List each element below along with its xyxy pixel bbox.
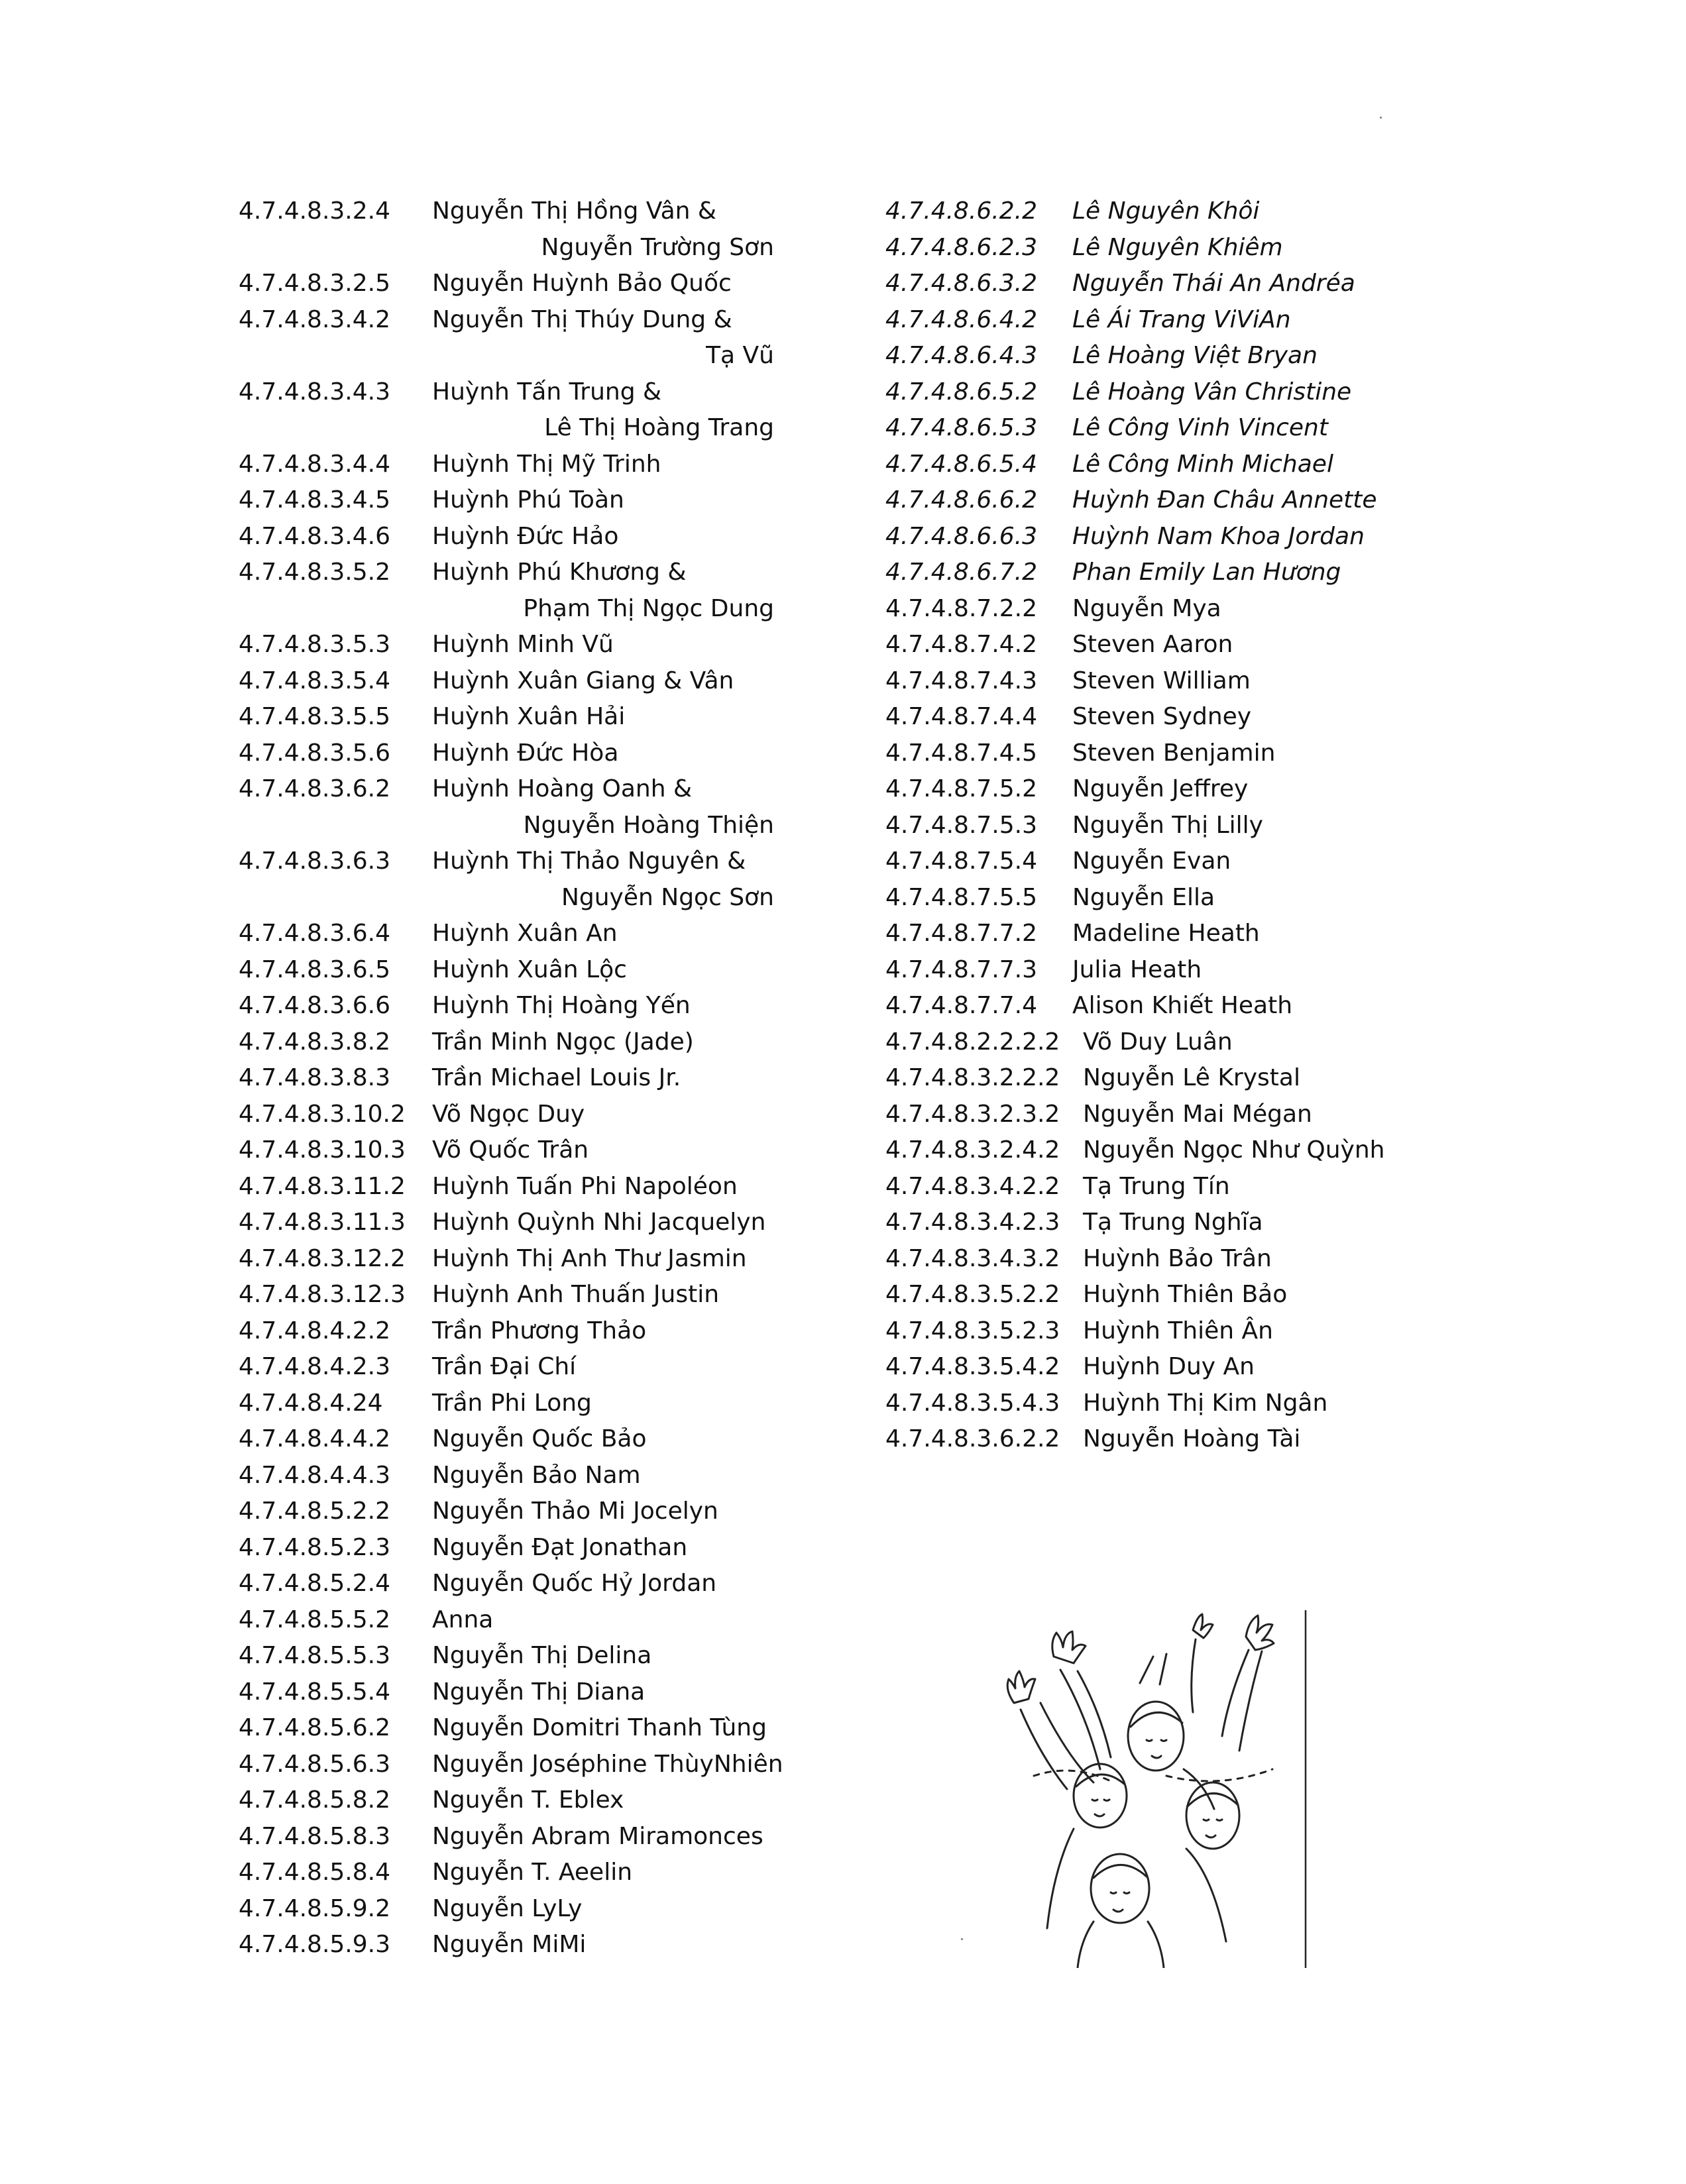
entry-row — [239, 627, 835, 663]
entry-row — [239, 1024, 835, 1061]
entry-number: 4.7.4.8.3.5.4.3 — [885, 1389, 1060, 1417]
entry-number: 4.7.4.8.5.2.2 — [239, 1498, 390, 1525]
scan-speck — [1380, 117, 1382, 119]
entry-name: Huỳnh Phú Toàn — [432, 486, 624, 514]
entry-name: Huỳnh Đức Hòa — [432, 739, 619, 767]
entry-number: 4.7.4.8.3.2.4.2 — [885, 1136, 1060, 1164]
entry-row — [239, 1132, 835, 1169]
entry-row — [239, 1386, 835, 1422]
entry-name: Huỳnh Xuân An — [432, 920, 618, 947]
entry-row — [885, 374, 1495, 411]
entry-name: Lê Nguyên Khiêm — [1072, 233, 1283, 261]
entry-name: Tạ Vũ — [706, 342, 774, 369]
entry-number: 4.7.4.8.3.4.2 — [239, 305, 390, 333]
entry-row — [239, 1277, 835, 1313]
entry-number: 4.7.4.8.4.2.2 — [239, 1317, 390, 1344]
entry-number: 4.7.4.8.3.2.5 — [239, 270, 390, 297]
entry-number: 4.7.4.8.3.12.3 — [239, 1281, 406, 1308]
entry-name: Huỳnh Hoàng Oanh & — [432, 775, 693, 802]
entry-number: 4.7.4.8.7.4.2 — [885, 631, 1037, 658]
entry-name: Nguyễn T. Aeelin — [432, 1859, 633, 1886]
entry-name: Huỳnh Xuân Giang & Vân — [432, 667, 734, 694]
entry-row — [885, 519, 1495, 555]
entry-row — [885, 1097, 1495, 1133]
entry-name: Lê Công Vinh Vincent — [1072, 414, 1328, 441]
left-column — [239, 193, 835, 1963]
entry-number: 4.7.4.8.3.10.3 — [239, 1136, 406, 1164]
entry-name: Nguyễn Mai Mégan — [1083, 1100, 1312, 1128]
entry-name: Nguyễn Lê Krystal — [1083, 1064, 1300, 1091]
entry-row — [239, 519, 835, 555]
entry-number: 4.7.4.8.3.5.4.2 — [885, 1353, 1060, 1380]
entry-number: 4.7.4.8.6.4.2 — [885, 305, 1037, 333]
entry-number: 4.7.4.8.7.2.2 — [885, 594, 1037, 622]
entry-row — [239, 1205, 835, 1241]
entry-number: 4.7.4.8.3.6.3 — [239, 847, 390, 875]
entry-row — [239, 1494, 835, 1530]
entry-row — [239, 808, 774, 844]
entry-row — [239, 591, 774, 628]
entry-number: 4.7.4.8.3.5.2 — [239, 559, 390, 586]
entry-number: 4.7.4.8.4.4.3 — [239, 1461, 390, 1489]
entry-name: Nguyễn Thái An Andréa — [1072, 270, 1355, 297]
entry-name: Nguyễn Evan — [1072, 847, 1231, 875]
entry-row — [885, 410, 1495, 447]
entry-name: Lê Hoàng Vân Christine — [1072, 378, 1352, 406]
entry-number: 4.7.4.8.5.5.3 — [239, 1642, 390, 1669]
entry-name: Huỳnh Thị Hoàng Yến — [432, 992, 691, 1019]
entry-row — [239, 1530, 835, 1566]
entry-number: 4.7.4.8.5.9.3 — [239, 1931, 390, 1958]
entry-number: 4.7.4.8.6.4.3 — [885, 342, 1037, 369]
entry-number: 4.7.4.8.5.8.2 — [239, 1786, 390, 1814]
entry-row — [239, 1097, 835, 1133]
entry-number: 4.7.4.8.3.6.6 — [239, 992, 390, 1019]
entry-row — [239, 482, 835, 519]
entry-number: 4.7.4.8.6.2.3 — [885, 233, 1037, 261]
entry-name: Steven Benjamin — [1072, 739, 1276, 767]
entry-name: Nguyễn Joséphine ThùyNhiên — [432, 1750, 783, 1778]
entry-name: Nguyễn Mya — [1072, 594, 1221, 622]
entry-number: 4.7.4.8.4.4.2 — [239, 1425, 390, 1452]
entry-number: 4.7.4.8.3.4.2.2 — [885, 1172, 1060, 1200]
entry-number: 4.7.4.8.3.4.4 — [239, 450, 390, 478]
entry-number: 4.7.4.8.3.5.2.2 — [885, 1281, 1060, 1308]
entry-number: 4.7.4.8.3.8.2 — [239, 1028, 390, 1056]
entry-row — [239, 1891, 835, 1928]
entry-number: 4.7.4.8.3.6.2 — [239, 775, 390, 802]
entry-number: 4.7.4.8.3.12.2 — [239, 1244, 406, 1272]
entry-number: 4.7.4.8.3.5.4 — [239, 667, 390, 694]
scan-speck — [961, 1938, 963, 1940]
entry-row — [239, 266, 835, 302]
entry-row — [239, 1747, 835, 1783]
entry-row — [239, 1169, 835, 1205]
entry-number: 4.7.4.8.7.7.3 — [885, 956, 1037, 983]
entry-name: Huỳnh Thị Mỹ Trinh — [432, 450, 661, 478]
entry-row — [239, 771, 835, 808]
entry-number: 4.7.4.8.7.4.4 — [885, 703, 1037, 730]
entry-name: Trần Michael Louis Jr. — [432, 1064, 681, 1091]
entry-number: 4.7.4.8.3.5.3 — [239, 631, 390, 658]
entry-row — [239, 1855, 835, 1891]
entry-name: Huỳnh Thiên Bảo — [1083, 1281, 1288, 1308]
entry-name: Trần Đại Chí — [432, 1353, 577, 1380]
entry-row — [885, 988, 1495, 1024]
entry-name: Huỳnh Tuấn Phi Napoléon — [432, 1172, 738, 1200]
entry-row — [885, 1386, 1495, 1422]
entry-number: 4.7.4.8.6.5.4 — [885, 450, 1037, 478]
entry-row — [239, 1313, 835, 1350]
entry-name: Trần Phi Long — [432, 1389, 592, 1417]
entry-number: 4.7.4.8.3.4.6 — [239, 522, 390, 550]
entry-row — [239, 916, 835, 952]
entry-name: Huỳnh Đức Hảo — [432, 522, 619, 550]
entry-row — [239, 1782, 835, 1819]
entry-row — [239, 1458, 835, 1494]
entry-number: 4.7.4.8.5.5.2 — [239, 1606, 390, 1633]
entry-name: Huỳnh Bảo Trân — [1083, 1244, 1272, 1272]
entry-name: Lê Ái Trang ViViAn — [1072, 305, 1291, 333]
entry-row — [885, 880, 1495, 916]
entry-row — [885, 1349, 1495, 1386]
entry-name: Huỳnh Phú Khương & — [432, 559, 687, 586]
entry-number: 4.7.4.8.3.2.2.2 — [885, 1064, 1060, 1091]
entry-name: Nguyễn Trường Sơn — [541, 233, 774, 261]
entry-name: Phạm Thị Ngọc Dung — [523, 594, 774, 622]
entry-number: 4.7.4.8.3.4.3 — [239, 378, 390, 406]
entry-row — [239, 1927, 835, 1963]
entry-name: Nguyễn Thị Lilly — [1072, 811, 1263, 839]
entry-row — [885, 1205, 1495, 1241]
entry-name: Nguyễn Thị Diana — [432, 1678, 646, 1706]
entry-name: Huỳnh Thiên Ân — [1083, 1317, 1273, 1344]
entry-number: 4.7.4.8.6.5.2 — [885, 378, 1037, 406]
entry-row — [239, 230, 774, 266]
entry-name: Julia Heath — [1072, 956, 1202, 983]
entry-row — [239, 374, 835, 411]
entry-name: Trần Minh Ngọc (Jade) — [432, 1028, 694, 1056]
entry-number: 4.7.4.8.3.11.2 — [239, 1172, 406, 1200]
entry-name: Huỳnh Thị Anh Thư Jasmin — [432, 1244, 747, 1272]
entry-number: 4.7.4.8.4.24 — [239, 1389, 383, 1417]
entry-number: 4.7.4.8.6.6.2 — [885, 486, 1037, 514]
entry-number: 4.7.4.8.7.7.4 — [885, 992, 1037, 1019]
entry-row — [885, 808, 1495, 844]
entry-name: Nguyễn Abram Miramonces — [432, 1822, 763, 1850]
entry-number: 4.7.4.8.6.2.2 — [885, 197, 1037, 225]
entry-name: Phan Emily Lan Hương — [1072, 559, 1341, 586]
entry-name: Lê Nguyên Khôi — [1072, 197, 1260, 225]
entry-row — [239, 1566, 835, 1602]
entry-number: 4.7.4.8.3.6.4 — [239, 920, 390, 947]
entry-row — [885, 591, 1495, 628]
entry-row — [885, 1313, 1495, 1350]
entry-number: 4.7.4.8.7.5.5 — [885, 883, 1037, 911]
entry-name: Huỳnh Đan Châu Annette — [1072, 486, 1377, 514]
entry-row — [885, 1024, 1495, 1061]
entry-row — [239, 844, 835, 880]
entry-number: 4.7.4.8.5.6.2 — [239, 1714, 390, 1741]
entry-name: Võ Quốc Trân — [432, 1136, 589, 1164]
entry-name: Nguyễn MiMi — [432, 1931, 587, 1958]
entry-number: 4.7.4.8.3.5.6 — [239, 739, 390, 767]
entry-name: Nguyễn Thị Thúy Dung & — [432, 305, 732, 333]
entry-row — [885, 663, 1495, 700]
entry-row — [885, 699, 1495, 736]
entry-number: 4.7.4.8.7.4.5 — [885, 739, 1037, 767]
entry-name: Trần Phương Thảo — [432, 1317, 647, 1344]
entry-number: 4.7.4.8.3.4.3.2 — [885, 1244, 1060, 1272]
entry-number: 4.7.4.8.5.6.3 — [239, 1750, 390, 1778]
entry-name: Võ Ngọc Duy — [432, 1100, 585, 1128]
entry-number: 4.7.4.8.4.2.3 — [239, 1353, 390, 1380]
entry-number: 4.7.4.8.7.5.4 — [885, 847, 1037, 875]
entry-row — [239, 410, 774, 447]
entry-row — [885, 482, 1495, 519]
entry-row — [885, 447, 1495, 483]
entry-number: 4.7.4.8.6.6.3 — [885, 522, 1037, 550]
entry-name: Nguyễn Hoàng Thiện — [523, 811, 774, 839]
entry-name: Steven Sydney — [1072, 703, 1252, 730]
entry-row — [885, 1241, 1495, 1278]
entry-row — [239, 447, 835, 483]
entry-row — [885, 844, 1495, 880]
entry-name: Lê Công Minh Michael — [1072, 450, 1333, 478]
entry-name: Nguyễn Thị Hồng Vân & — [432, 197, 716, 225]
entry-row — [239, 1674, 835, 1711]
entry-number: 4.7.4.8.5.2.4 — [239, 1570, 390, 1597]
entry-row — [885, 302, 1495, 339]
entry-number: 4.7.4.8.7.4.3 — [885, 667, 1037, 694]
entry-name: Huỳnh Anh Thuấn Justin — [432, 1281, 720, 1308]
entry-row — [885, 266, 1495, 302]
entry-name: Tạ Trung Tín — [1083, 1172, 1230, 1200]
entry-name: Huỳnh Tấn Trung & — [432, 378, 662, 406]
entry-name: Huỳnh Xuân Lộc — [432, 956, 627, 983]
entry-row — [885, 193, 1495, 230]
entry-row — [239, 880, 774, 916]
entry-name: Huỳnh Thị Thảo Nguyên & — [432, 847, 746, 875]
entry-row — [885, 1169, 1495, 1205]
entry-name: Lê Thị Hoàng Trang — [544, 414, 774, 441]
entry-row — [885, 1132, 1495, 1169]
entry-row — [239, 1349, 835, 1386]
entry-name: Nguyễn Thị Delina — [432, 1642, 652, 1669]
entry-row — [885, 627, 1495, 663]
entry-number: 4.7.4.8.6.7.2 — [885, 559, 1037, 586]
entry-number: 4.7.4.8.7.5.3 — [885, 811, 1037, 839]
entry-row — [885, 230, 1495, 266]
entry-name: Tạ Trung Nghĩa — [1083, 1209, 1263, 1236]
entry-name: Huỳnh Duy An — [1083, 1353, 1255, 1380]
entry-name: Steven William — [1072, 667, 1251, 694]
entry-row — [885, 916, 1495, 952]
entry-row — [885, 1277, 1495, 1313]
entry-row — [885, 1421, 1495, 1458]
entry-number: 4.7.4.8.3.11.3 — [239, 1209, 406, 1236]
entry-name: Nguyễn T. Eblex — [432, 1786, 624, 1814]
entry-row — [239, 663, 835, 700]
entry-number: 4.7.4.8.7.7.2 — [885, 920, 1037, 947]
entry-number: 4.7.4.8.2.2.2.2 — [885, 1028, 1060, 1056]
entry-row — [239, 988, 835, 1024]
entry-row — [239, 1638, 835, 1674]
entry-number: 4.7.4.8.5.5.4 — [239, 1678, 390, 1706]
entry-name: Nguyễn Ngọc Như Quỳnh — [1083, 1136, 1385, 1164]
entry-row — [239, 302, 835, 339]
entry-name: Lê Hoàng Việt Bryan — [1072, 342, 1318, 369]
entry-name: Nguyễn Domitri Thanh Tùng — [432, 1714, 767, 1741]
entry-name: Huỳnh Xuân Hải — [432, 703, 626, 730]
entry-row — [885, 338, 1495, 374]
entry-name: Alison Khiết Heath — [1072, 992, 1293, 1019]
entry-number: 4.7.4.8.3.6.5 — [239, 956, 390, 983]
entry-number: 4.7.4.8.3.6.2.2 — [885, 1425, 1060, 1452]
entry-number: 4.7.4.8.3.5.5 — [239, 703, 390, 730]
entry-number: 4.7.4.8.3.2.3.2 — [885, 1100, 1060, 1128]
entry-number: 4.7.4.8.5.2.3 — [239, 1533, 390, 1561]
entry-row — [885, 736, 1495, 772]
entry-name: Huỳnh Minh Vũ — [432, 631, 614, 658]
entry-number: 4.7.4.8.5.9.2 — [239, 1894, 390, 1922]
praising-people-illustration — [994, 1610, 1312, 1968]
entry-name: Nguyễn Ella — [1072, 883, 1215, 911]
entry-row — [239, 1710, 835, 1747]
entry-name: Madeline Heath — [1072, 920, 1260, 947]
entry-number: 4.7.4.8.3.10.2 — [239, 1100, 406, 1128]
entry-name: Nguyễn Hoàng Tài — [1083, 1425, 1301, 1452]
entry-name: Nguyễn Quốc Hỷ Jordan — [432, 1570, 717, 1597]
entry-name: Võ Duy Luân — [1083, 1028, 1233, 1056]
entry-row — [885, 952, 1495, 989]
entry-number: 4.7.4.8.3.5.2.3 — [885, 1317, 1060, 1344]
entry-row — [885, 1060, 1495, 1097]
entry-name: Huỳnh Thị Kim Ngân — [1083, 1389, 1328, 1417]
entry-name: Anna — [432, 1606, 494, 1633]
entry-name: Nguyễn Ngọc Sơn — [561, 883, 774, 911]
entry-name: Nguyễn Thảo Mi Jocelyn — [432, 1498, 718, 1525]
entry-row — [885, 771, 1495, 808]
entry-row — [239, 338, 774, 374]
entry-name: Nguyễn Đạt Jonathan — [432, 1533, 688, 1561]
entry-number: 4.7.4.8.3.4.2.3 — [885, 1209, 1060, 1236]
entry-number: 4.7.4.8.3.4.5 — [239, 486, 390, 514]
entry-row — [239, 193, 835, 230]
entry-name: Nguyễn LyLy — [432, 1894, 583, 1922]
entry-row — [239, 952, 835, 989]
entry-number: 4.7.4.8.3.8.3 — [239, 1064, 390, 1091]
entry-name: Nguyễn Jeffrey — [1072, 775, 1249, 802]
entry-row — [885, 555, 1495, 591]
entry-number: 4.7.4.8.6.5.3 — [885, 414, 1037, 441]
entry-number: 4.7.4.8.5.8.3 — [239, 1822, 390, 1850]
entry-number: 4.7.4.8.7.5.2 — [885, 775, 1037, 802]
right-column — [885, 193, 1495, 1458]
entry-name: Steven Aaron — [1072, 631, 1233, 658]
entry-row — [239, 1060, 835, 1097]
entry-name: Nguyễn Huỳnh Bảo Quốc — [432, 270, 732, 297]
entry-number: 4.7.4.8.5.8.4 — [239, 1859, 390, 1886]
entry-number: 4.7.4.8.3.2.4 — [239, 197, 390, 225]
entry-row — [239, 555, 835, 591]
entry-row — [239, 699, 835, 736]
entry-name: Huỳnh Quỳnh Nhi Jacquelyn — [432, 1209, 766, 1236]
entry-row — [239, 1819, 835, 1855]
entry-row — [239, 1241, 835, 1278]
entry-row — [239, 736, 835, 772]
entry-row — [239, 1602, 835, 1639]
entry-name: Huỳnh Nam Khoa Jordan — [1072, 522, 1365, 550]
entry-number: 4.7.4.8.6.3.2 — [885, 270, 1037, 297]
entry-name: Nguyễn Quốc Bảo — [432, 1425, 647, 1452]
entry-row — [239, 1421, 835, 1458]
entry-name: Nguyễn Bảo Nam — [432, 1461, 641, 1489]
